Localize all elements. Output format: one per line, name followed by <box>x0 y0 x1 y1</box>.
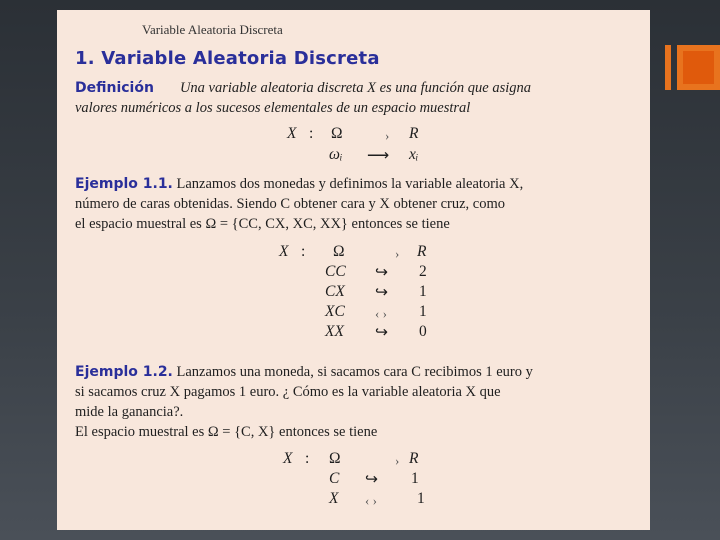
example2-line-1: Lanzamos una moneda, si sacamos cara C recibimos 1 euro y <box>176 364 533 380</box>
map3-hook-arrow: ‹ › <box>365 493 377 508</box>
map3-omega: Ω <box>329 450 341 467</box>
map2-r: R <box>417 243 427 260</box>
decorative-orange-bar <box>665 45 671 90</box>
definition-line-2: valores numéricos a los sucesos elementales de un espacio muestral <box>75 100 471 116</box>
map2-hook-arrow: ↪ <box>375 324 388 341</box>
definition-line-1: Una variable aleatoria discreta X es una función que asigna <box>179 80 531 96</box>
map3-arrow: › <box>395 453 400 468</box>
example2-line-4: El espacio muestral es Ω = {C, X} entonces se tiene <box>75 424 378 440</box>
map3-r: R <box>409 450 419 467</box>
example2-label: Ejemplo 1.2. <box>75 364 173 380</box>
map2-omega: Ω <box>333 243 345 260</box>
map2-arrow: › <box>395 246 400 261</box>
map1-r: R <box>409 125 419 142</box>
map1-x-i: xᵢ <box>409 146 419 163</box>
map3-colon: : <box>305 450 310 467</box>
example1-line-3: el espacio muestral es Ω = {CC, CX, XC, XX} entonces se tiene <box>75 216 450 232</box>
map1-arrow: › <box>385 128 390 143</box>
document-page <box>57 10 650 530</box>
map2-hook-arrow: ↪ <box>375 284 388 301</box>
example1-line-1: Lanzamos dos monedas y definimos la variable aleatoria X, <box>176 176 524 192</box>
decorative-orange-square <box>677 45 720 90</box>
map3-value: 1 <box>417 490 425 507</box>
map1-long-arrow: ⟶ <box>367 147 390 164</box>
map2-x: X <box>279 243 289 260</box>
example1-line-2: número de caras obtenidas. Siendo C obtener cara y X obtener cruz, como <box>75 196 506 212</box>
map2-outcome: XC <box>325 303 345 320</box>
map3-outcome: X <box>329 490 339 507</box>
map2-colon: : <box>301 243 306 260</box>
map3-hook-arrow: ↪ <box>365 471 378 488</box>
definition-label: Definición <box>75 80 154 96</box>
page-header: Variable Aleatoria Discreta <box>142 22 283 37</box>
map2-outcome: CC <box>325 263 346 280</box>
map2-value: 2 <box>419 263 427 280</box>
map3-x: X <box>283 450 293 467</box>
map2-value: 1 <box>419 303 427 320</box>
example2-paragraph <box>75 362 635 442</box>
map2-outcome: CX <box>325 283 345 300</box>
map1-omega-i: ωᵢ <box>329 146 343 163</box>
example1-label: Ejemplo 1.1. <box>75 176 173 192</box>
map3-outcome: C <box>329 470 340 487</box>
example1-paragraph <box>75 174 635 234</box>
map2-hook-arrow: ‹ › <box>375 306 387 321</box>
map2-value: 1 <box>419 283 427 300</box>
example2-line-2: si sacamos cruz X pagamos 1 euro. ¿ Cómo es la variable aleatoria X que <box>75 384 501 400</box>
map1-colon: : <box>309 125 314 142</box>
map3-value: 1 <box>411 470 419 487</box>
map2-outcome: XX <box>325 323 344 340</box>
example2-line-3: mide la ganancia?. <box>75 404 184 420</box>
map1-omega: Ω <box>331 125 343 142</box>
definition-paragraph <box>75 78 635 118</box>
map2-hook-arrow: ↪ <box>375 264 388 281</box>
map1-x: X <box>287 125 297 142</box>
map2-value: 0 <box>419 323 427 340</box>
section-title: 1. Variable Aleatoria Discreta <box>75 48 380 69</box>
